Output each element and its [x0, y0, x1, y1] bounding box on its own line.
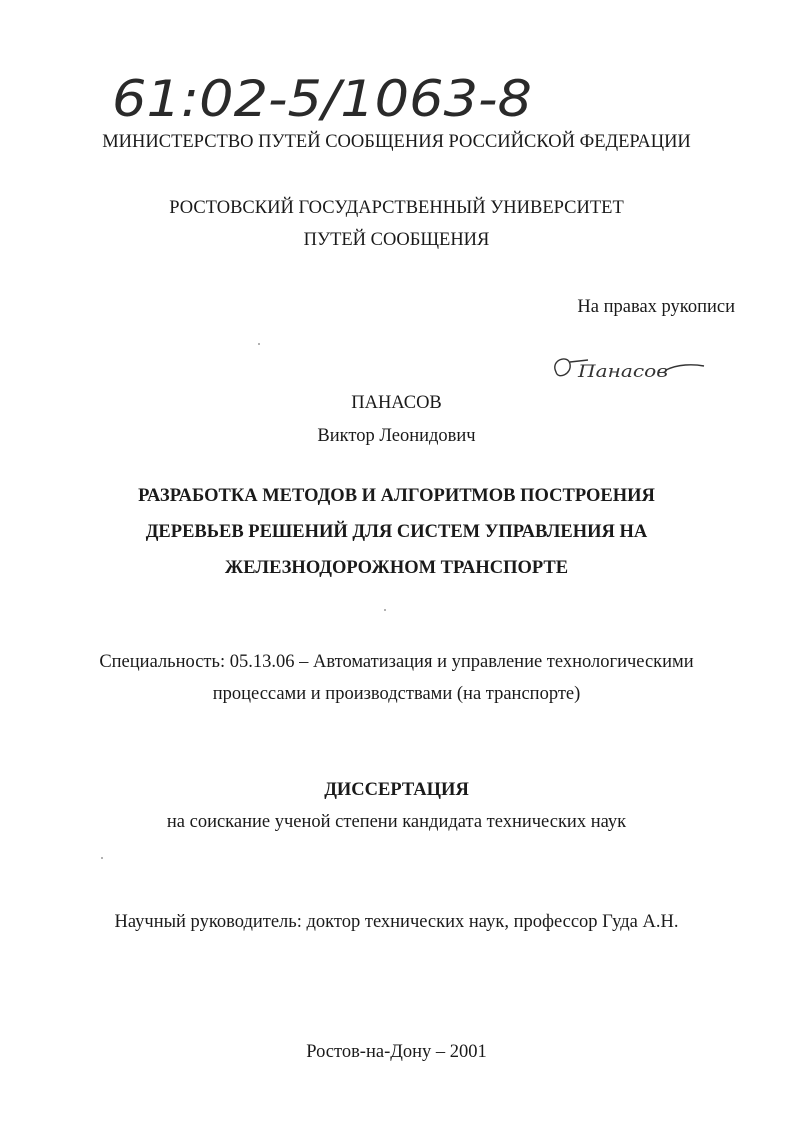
dissertation-heading: ДИССЕРТАЦИЯ: [324, 780, 469, 800]
ministry-name: МИНИСТЕРСТВО ПУТЕЙ СООБЩЕНИЯ РОССИЙСКОЙ ФЕДЕРАЦИИ: [102, 132, 691, 152]
author-name: Виктор Леонидович: [317, 426, 476, 446]
scan-speck: [384, 609, 386, 611]
signature-drawing: [548, 350, 708, 390]
svg-text:61:02-5/1063-8: 61:02-5/1063-8: [112, 70, 532, 128]
archive-number-drawing: [112, 64, 552, 134]
specialty-line1: Специальность: 05.13.06 – Автоматизация и управление технологическими: [99, 652, 694, 672]
university-name-line2: ПУТЕЙ СООБЩЕНИЯ: [303, 230, 490, 250]
scan-speck: [101, 857, 103, 859]
manuscript-rights: На правах рукописи: [577, 297, 735, 317]
thesis-title-line: РАЗРАБОТКА МЕТОДОВ И АЛГОРИТМОВ ПОСТРОЕНИЯ: [138, 486, 655, 506]
archive-number: [112, 64, 552, 134]
svg-text:Панасов: Панасов: [576, 362, 669, 382]
scan-speck: [258, 343, 260, 345]
author-surname: ПАНАСОВ: [351, 393, 442, 413]
supervisor: Научный руководитель: доктор технических наук, профессор Гуда А.Н.: [114, 912, 679, 932]
place-year: Ростов-на-Дону – 2001: [306, 1042, 487, 1062]
dissertation-subheading: на соискание ученой степени кандидата технических наук: [166, 812, 627, 832]
signature: [548, 350, 708, 390]
thesis-title-line: ЖЕЛЕЗНОДОРОЖНОМ ТРАНСПОРТЕ: [224, 558, 569, 578]
university-name-line1: РОСТОВСКИЙ ГОСУДАРСТВЕННЫЙ УНИВЕРСИТЕТ: [169, 198, 624, 218]
thesis-title: [0, 478, 793, 586]
thesis-title-line: ДЕРЕВЬЕВ РЕШЕНИЙ ДЛЯ СИСТЕМ УПРАВЛЕНИЯ НА: [145, 522, 648, 542]
specialty-line2: процессами и производствами (на транспорте): [212, 684, 581, 704]
